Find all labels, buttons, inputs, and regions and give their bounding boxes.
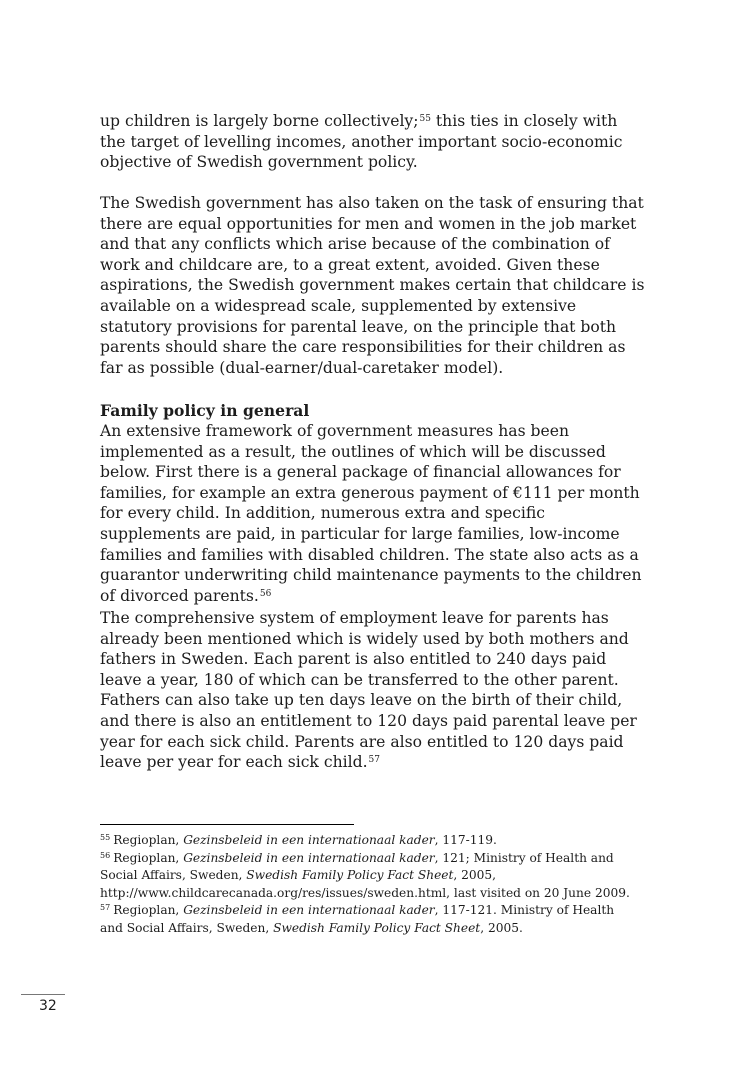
footnote-title: Gezinsbeleid in een internationaal kader: [183, 833, 435, 847]
paragraph-text-continued: this ties in closely with the target of levelling incomes, another important socio-economic objective of Swedish government policy.: [100, 112, 623, 172]
footnote-number: 55: [100, 833, 111, 842]
footnote-text: , 117-119.: [434, 833, 497, 847]
paragraph-equal-opportunities: [100, 193, 645, 378]
footnote-item: [100, 850, 640, 903]
footnote-title: Gezinsbeleid in een internationaal kader: [183, 903, 435, 918]
footnote-title: Swedish Family Policy Fact Sheet: [246, 868, 454, 883]
footnote-number: 56: [100, 850, 111, 860]
paragraph-text: The comprehensive system of employment leave for parents has already been mentioned which is widely used by both mothers and fathers in Sweden. Each parent is also entitled to 240 days paid leave a year, 180 of which can be transferred to the other parent. Fathers can also take up ten days leave on the birth of their child, and there is also an entitlement to 120 days paid parental leave per year for each sick child. Parents are also entitled to 120 days paid leave per year for each sick child.: [100, 609, 637, 772]
footnote-number: 57: [100, 903, 111, 913]
footnote-text: , 117-121. Ministry of Health and Social Affairs, Sweden,: [100, 903, 615, 935]
paragraph-intro: [100, 111, 645, 173]
paragraph-text: The Swedish government has also taken on the task of ensuring that there are equal opportunities for men and women in the job market and that any conflicts which arise because of the combination of work and childcare are, to a great extent, avoided. Given these aspirations, the Swedish government makes certain that childcare is available on a widespread scale, supplemented by extensive statutory provisions for parental leave, on the principle that both parents should share the care responsibilities for their children as far as possible (dual-earner/dual-caretaker model).: [100, 194, 645, 377]
footnote-item: [100, 832, 640, 850]
paragraph-text: up children is largely borne collectively;: [100, 112, 419, 130]
footnote-text: Regioplan,: [113, 903, 184, 918]
page-number-divider: [21, 994, 65, 995]
footnote-item: [100, 902, 640, 937]
footnote-text: , 121; Ministry of Health and Social Affairs, Sweden,: [100, 850, 614, 883]
paragraph-text: An extensive framework of government measures has been implemented as a result, the outlines of which will be discussed below. First there is a general package of financial allowances for families, for example an extra generous payment of €111 per month for every child. In addition, numerous extra and specific supplements are paid, in particular for large families, low-income families and families with disabled children. The state also acts as a guarantor underwriting child maintenance payments to the children of divorced parents.: [100, 422, 642, 605]
paragraph-family-policy: [100, 421, 645, 606]
footnote-divider: [100, 824, 354, 825]
footnote-title: Gezinsbeleid in een internationaal kader: [183, 850, 435, 865]
footnotes: [100, 832, 640, 938]
page-number: 32: [39, 998, 57, 1014]
footnote-ref[interactable]: 55: [419, 114, 431, 124]
footnote-text: Regioplan,: [113, 850, 184, 865]
footnote-text: , 2005.: [480, 920, 523, 935]
footnote-ref[interactable]: 56: [259, 588, 272, 599]
footnote-text: , 2005, http://www.childcarecanada.org/res/issues/sweden.html, last visited on 20 June 2009.: [100, 868, 630, 900]
footnote-title: Swedish Family Policy Fact Sheet: [273, 920, 481, 935]
footnote-text: Regioplan,: [113, 833, 184, 847]
footnote-ref[interactable]: 57: [368, 755, 380, 766]
paragraph-employment-leave: [100, 608, 645, 773]
section-heading: Family policy in general: [100, 401, 310, 420]
